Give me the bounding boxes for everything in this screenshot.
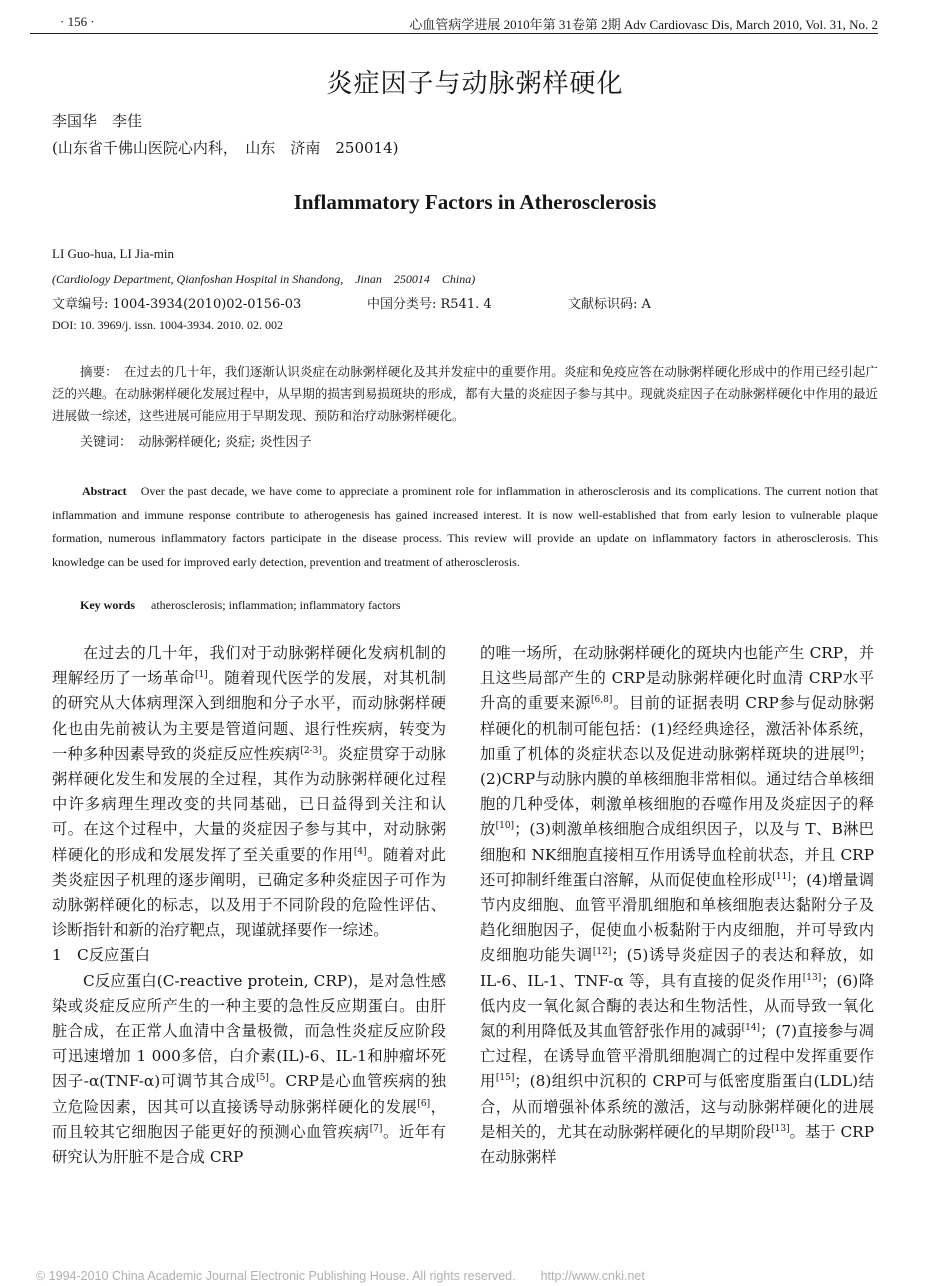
citation: [1] xyxy=(194,670,208,681)
abstract-en-label: Abstract xyxy=(82,484,127,498)
citation: [10] xyxy=(495,821,515,832)
authors-en: LI Guo-hua, LI Jia-min xyxy=(52,246,175,261)
abstract-en-text: Over the past decade, we have come to appreciate a prominent role for inflammation in atherosclerosis and its complications. The current notion that inflammation and immune response contribute to atherogenesis has gained increased interest. It is now well-established that from early lesion to vulnerable plaque formation, numerous inflammatory factors participate in the disease process. This review will provide an update on inflammatory factors in atherosclerosis. This knowledge can be used for improved early detection, prevention and treatment of atherosclerosis. xyxy=(52,484,878,569)
doi: DOI: 10. 3969/j. issn. 1004-3934. 2010. 02. 002 xyxy=(52,318,283,332)
crp-paragraph: C反应蛋白(C-reactive protein, CRP)，是对急性感染或炎症反应所产生的一种主要的急性反应期蛋白。由肝脏合成，在正常人血清中含量极微，而急性炎症反应阶段可迅速增加 1 000多倍，白介素(IL)-6、IL-1和肿瘤坏死因子-α(TNF-α)可调节其合成[5]。CRP是心血管疾病的独立危险因素，因其可以直接诱导动脉粥样硬化的发展[6]，而且较其它细胞因子能更好的预测心血管疾病[7]。近年有研究认为肝脏不是合成 CRP xyxy=(52,971,447,1167)
citation: [14] xyxy=(741,1023,761,1034)
abstract-cn-text: 在过去的几十年，我们逐渐认识炎症在动脉粥样硬化及其并发症中的重要作用。炎症和免疫应答在动脉粥样硬化形成中的作用已经引起广泛的兴趣。在动脉粥样硬化发展过程中，从早期的损害到易损斑块的形成，都有大量的炎症因子参与其中。现就炎症因子在动脉粥样硬化中作用的最近进展做一综述，这些进展可能应用于早期发现、预防和治疗动脉粥样硬化。 xyxy=(52,364,878,423)
citation: [9] xyxy=(845,745,859,756)
body-column-left xyxy=(52,641,446,1170)
keywords-en-label: Key words xyxy=(80,598,135,612)
citation: [13] xyxy=(771,1123,790,1134)
section-heading-1: 1 C反应蛋白 xyxy=(52,946,150,965)
affiliation-cn: (山东省千佛山医院心内科， 山东 济南 250014) xyxy=(52,139,399,157)
article-title-en: Inflammatory Factors in Atherosclerosis xyxy=(293,190,657,214)
citation: [11] xyxy=(772,871,791,882)
abstract-cn xyxy=(52,361,878,427)
page-number: · 156 · xyxy=(60,14,95,29)
keywords-cn-text: 动脉粥样硬化; 炎症; 炎性因子 xyxy=(138,435,312,450)
citation: [12] xyxy=(592,947,612,958)
citation: [6] xyxy=(417,1098,431,1109)
document-code: 文献标识码: A xyxy=(568,297,651,312)
crp-mechanism-paragraph: 的唯一场所，在动脉粥样硬化的斑块内也能产生 CRP，并且这些局部产生的 CRP是动脉粥样硬化时血清 CRP水平升高的重要来源[6,8]。目前的证据表明 CRP参与促动脉粥样硬化的机制可能包括：(1)经经典途径，激活补体系统，加重了机体的炎症状态以及促进动脉粥样斑块的进展[9]；(2)CRP与动脉内膜的单核细胞非常相似。通过结合单核细胞的几种受体，刺激单核细胞的吞噬作用及炎症因子的释放[10]；(3)刺激单核细胞合成组织因子，以及与 T、B淋巴细胞和 NK细胞直接相互作用诱导血栓前状态，并且 CRP还可抑制纤维蛋白溶解，从而促使血栓形成[11]；(4)增量调节内皮细胞、血管平滑肌细胞和单核细胞表达黏附分子及趋化细胞因子，促使血小板黏附于内皮细胞，并可导致内皮细胞功能失调[12]；(5)诱导炎症因子的表达和释放，如 IL-6、IL-1、TNF-α 等，具有直接的促炎作用[13]；(6)降低内皮一氧化氮合酶的表达和生物活性，从而导致一氧化氮的利用降低及其血管舒张作用的减弱[14]；(7)直接参与凋亡过程，在诱导血管平滑肌细胞凋亡的过程中发挥重要作用[15]；(8)组织中沉积的 CRP可与低密度脂蛋白(LDL)结合，从而增强补体系统的激活，这与动脉粥样硬化的进展是相关的，尤其在动脉粥样硬化的早期阶段[13]。基于 CRP在动脉粥样 xyxy=(480,644,874,1167)
keywords-cn xyxy=(80,431,312,450)
authors-cn: 李国华 李佳 xyxy=(52,112,143,130)
article-title-cn: 炎症因子与动脉粥样硬化 xyxy=(326,69,624,99)
clc-number: 中国分类号: R541. 4 xyxy=(367,297,492,312)
body-column-right xyxy=(480,641,874,1170)
header-rule xyxy=(30,33,878,34)
copyright-footer: © 1994-2010 China Academic Journal Electronic Publishing House. All rights reserved. http://www.cnki.net xyxy=(36,1269,645,1283)
abstract-en xyxy=(52,480,878,574)
running-head: 心血管病学进展 2010年第 31卷第 2期 Adv Cardiovasc Dis, March 2010, Vol. 31, No. 2 xyxy=(409,17,878,32)
citation: [6,8] xyxy=(591,695,613,706)
citation: [13] xyxy=(802,972,822,983)
intro-paragraph: 在过去的几十年，我们对于动脉粥样硬化发病机制的理解经历了一场革命[1]。随着现代医学的发展，对其机制的研究从大体病理深入到细胞和分子水平，而动脉粥样硬化也由先前被认为主要是管道问题、退行性疾病，转变为一种多种因素导致的炎症反应性疾病[2-3]。炎症贯穿于动脉粥样硬化发生和发展的全过程，其作为动脉粥样硬化过程中许多病理生理改变的共同基础，已日益得到关注和认可。在这个过程中，大量的炎症因子参与其中，对动脉粥样硬化的形成和发展发挥了至关重要的作用[4]。随着对此类炎症因子机理的逐步阐明，已确定多种炎症因子可作为动脉粥样硬化的标志，以及用于不同阶段的危险性评估、诊断指针和新的治疗靶点，现谨就择要作一综述。 xyxy=(52,644,446,940)
citation: [5] xyxy=(256,1073,269,1084)
keywords-en xyxy=(80,598,401,613)
article-number: 文章编号: 1004-3934(2010)02-0156-03 xyxy=(52,297,302,312)
keywords-cn-label: 关键词： xyxy=(80,435,126,450)
keywords-en-text: atherosclerosis; inflammation; inflammatory factors xyxy=(151,598,401,612)
citation: [7] xyxy=(369,1123,383,1134)
abstract-cn-label: 摘要： xyxy=(80,364,112,379)
affiliation-en: (Cardiology Department, Qianfoshan Hospital in Shandong, Jinan 250014 China) xyxy=(52,272,476,286)
citation: [4] xyxy=(353,846,367,857)
citation: [2-3] xyxy=(300,745,322,756)
citation: [15] xyxy=(495,1073,515,1084)
